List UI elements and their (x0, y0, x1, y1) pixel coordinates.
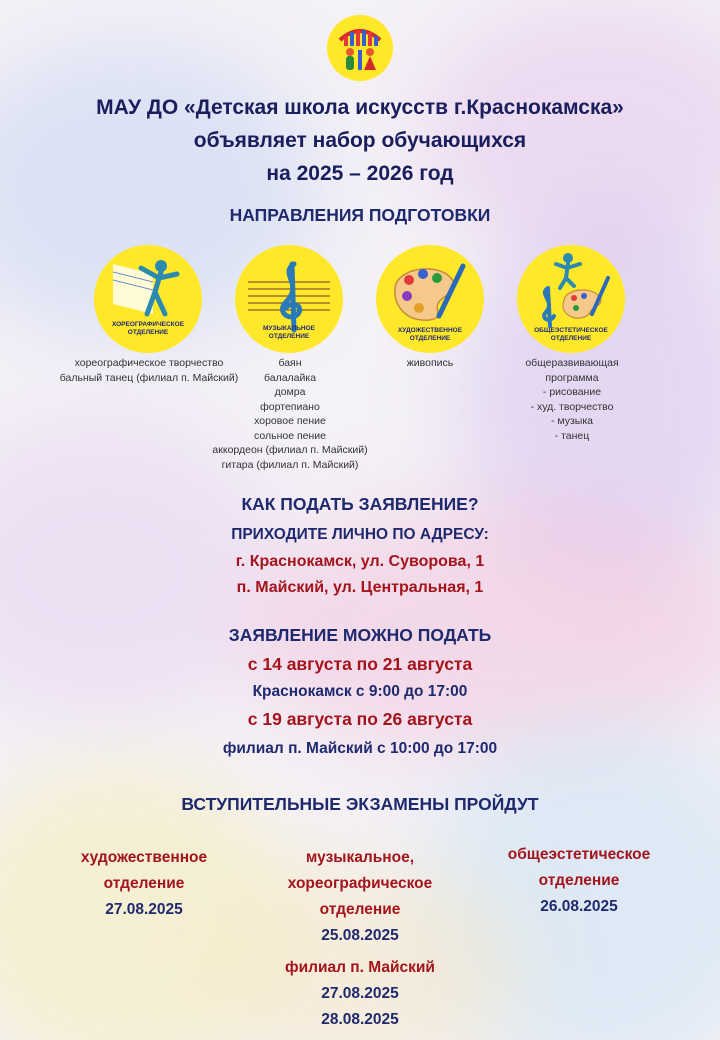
period-krasnokamsk: с 14 августа по 21 августа (247, 654, 473, 674)
school-logo (326, 14, 394, 82)
academic-year: на 2025 – 2026 год (266, 162, 454, 185)
svg-text:ОТДЕЛЕНИЕ: ОТДЕЛЕНИЕ (127, 329, 169, 336)
period-maysky: с 19 августа по 26 августа (247, 709, 473, 729)
announcement-line: объявляет набор обучающихся (193, 129, 527, 152)
svg-text:ОТДЕЛЕНИЕ: ОТДЕЛЕНИЕ (409, 335, 451, 342)
choreography-badge (93, 244, 203, 354)
hours-maysky: филиал п. Майский с 10:00 до 17:00 (222, 740, 498, 757)
svg-text:МУЗЫКАЛЬНОЕ: МУЗЫКАЛЬНОЕ (263, 325, 315, 332)
apply-in-person: ПРИХОДИТЕ ЛИЧНО ПО АДРЕСУ: (231, 526, 489, 543)
svg-text:ОТДЕЛЕНИЕ: ОТДЕЛЕНИЕ (550, 335, 592, 342)
exam-music-choreography: музыкальное, хореографическое отделение 25.08.2025 (287, 849, 433, 944)
svg-text:ОБЩЕЭСТЕТИЧЕСКОЕ: ОБЩЕЭСТЕТИЧЕСКОЕ (534, 327, 608, 334)
svg-text:ОТДЕЛЕНИЕ: ОТДЕЛЕНИЕ (268, 333, 310, 340)
svg-text:ХОРЕОГРАФИЧЕСКОЕ: ХОРЕОГРАФИЧЕСКОЕ (111, 321, 185, 328)
schedule-heading: ЗАЯВЛЕНИЕ МОЖНО ПОДАТЬ (228, 625, 492, 645)
choreography-programs: хореографическое творчество бальный танец (филиал п. Майский) (59, 357, 239, 384)
general-aesthetic-badge (516, 244, 626, 354)
music-badge (234, 244, 344, 354)
art-programs: живопись (406, 357, 454, 369)
address-maysky: п. Майский, ул. Центральная, 1 (236, 579, 484, 596)
exams-heading: ВСТУПИТЕЛЬНЫЕ ЭКЗАМЕНЫ ПРОЙДУТ (181, 794, 539, 814)
music-programs: баян балалайка домра фортепиано хоровое пение сольное пение аккордеон (филиал п. Майский) гитара (филиал п. Майский) (212, 357, 368, 471)
address-krasnokamsk: г. Краснокамск, ул. Суворова, 1 (235, 553, 485, 570)
svg-text:ХУДОЖЕСТВЕННОЕ: ХУДОЖЕСТВЕННОЕ (397, 327, 463, 334)
directions-heading: НАПРАВЛЕНИЯ ПОДГОТОВКИ (229, 205, 491, 225)
hours-krasnokamsk: Краснокамск с 9:00 до 17:00 (252, 683, 468, 700)
art-badge (375, 244, 485, 354)
exam-maysky-branch: филиал п. Майский 27.08.2025 28.08.2025 (285, 959, 435, 1028)
exam-art: художественное отделение 27.08.2025 (80, 849, 208, 918)
school-name: МАУ ДО «Детская школа искусств г.Краснокамска» (96, 96, 624, 119)
apply-heading: КАК ПОДАТЬ ЗАЯВЛЕНИЕ? (241, 494, 479, 514)
general-aesthetic-programs: общеразвивающая программа - рисование - худ. творчество - музыка - танец (525, 357, 619, 442)
exam-general-aesthetic: общеэстетическое отделение 26.08.2025 (507, 846, 651, 915)
